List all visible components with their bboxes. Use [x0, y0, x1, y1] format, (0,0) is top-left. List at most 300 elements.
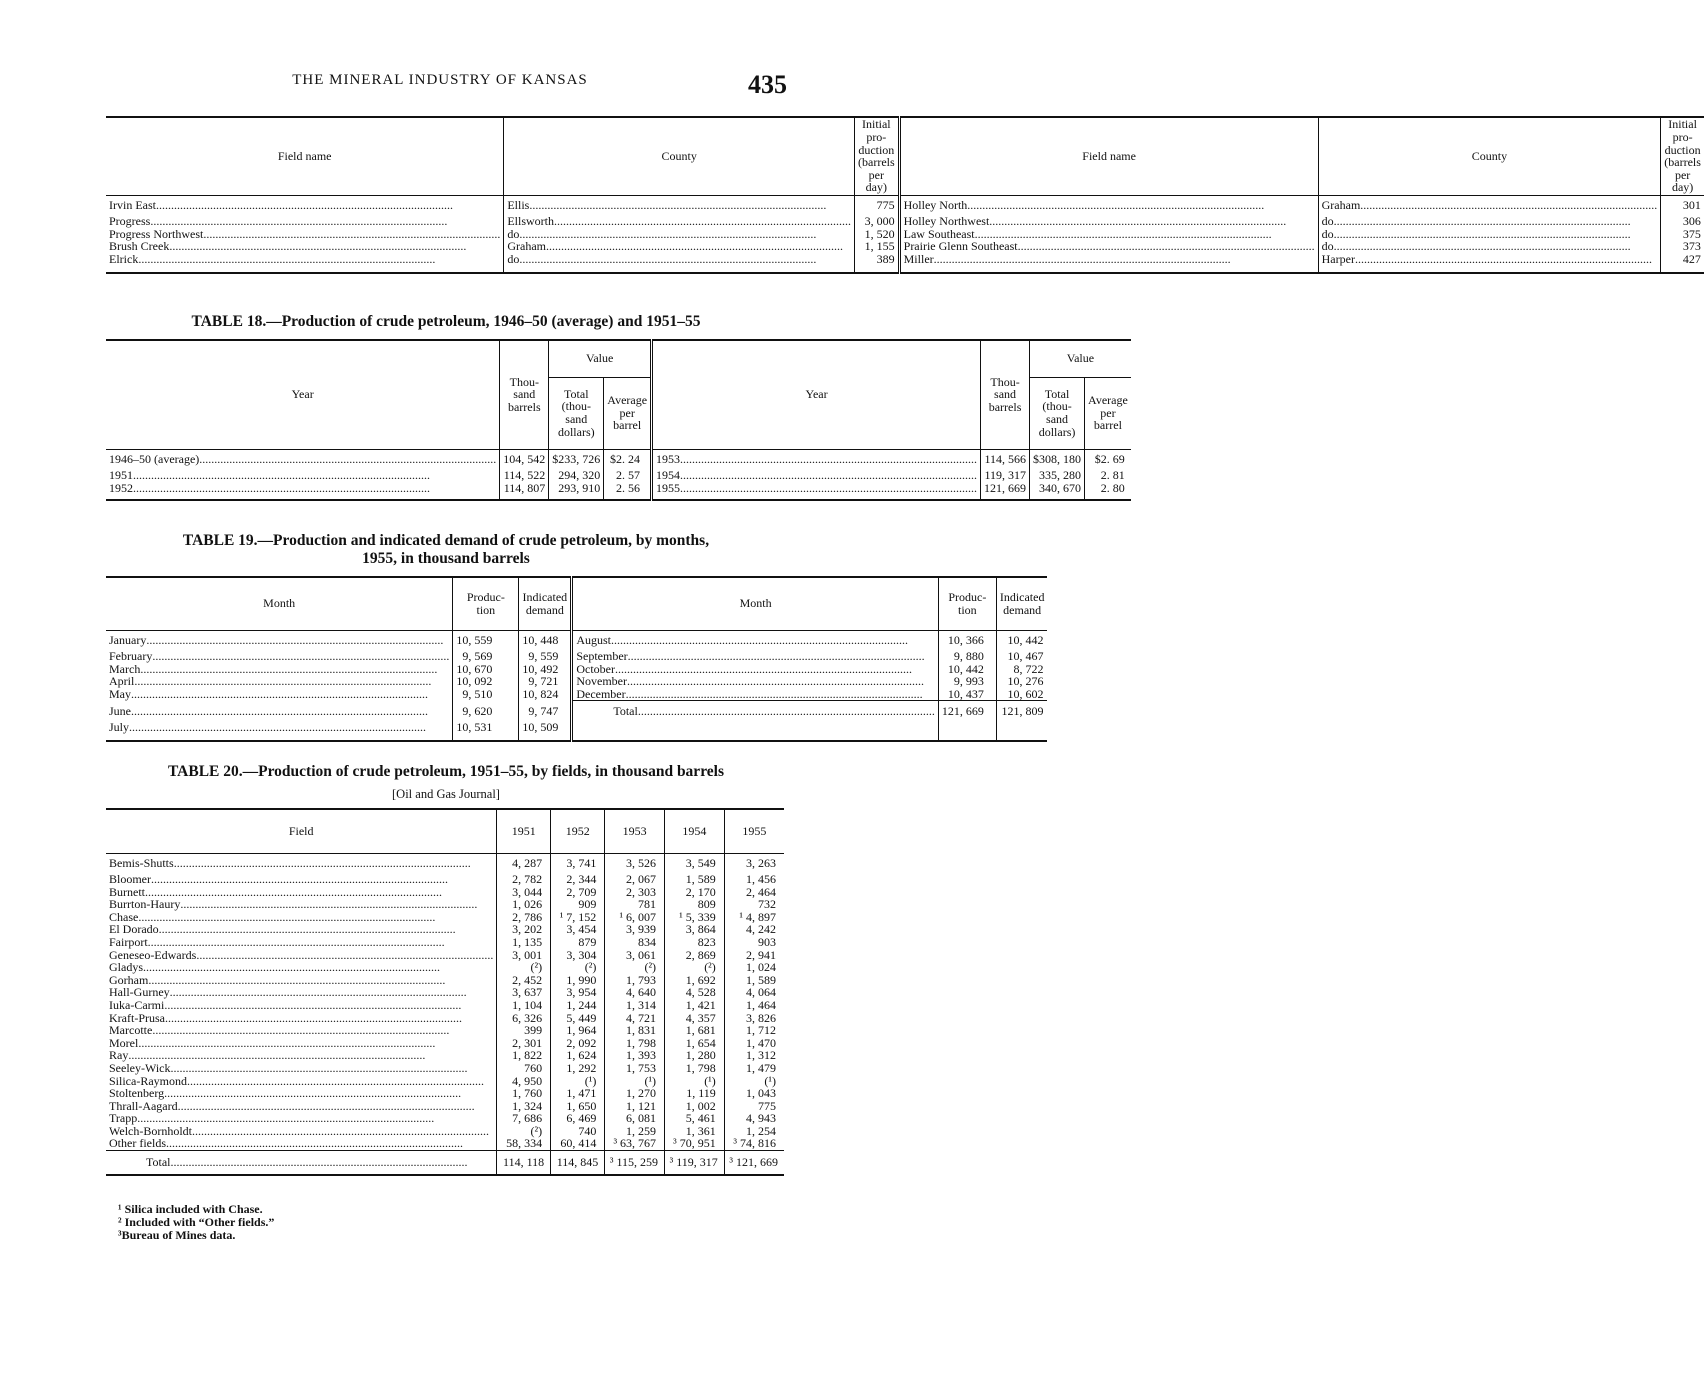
indicated-demand-2: 10, 442 [996, 630, 1047, 650]
initial-production: 3, 000 [855, 215, 900, 228]
value-1951: (²) [497, 961, 551, 974]
average-value-2: 2. 81 [1085, 469, 1131, 482]
empty-cell [572, 721, 939, 734]
table20-source: [Oil and Gas Journal] [392, 787, 500, 801]
field-name-2-text: Holley Northwest [903, 214, 990, 228]
field-name-2: Miller ................................................................................................... [899, 253, 1318, 266]
field-name: Stoltenberg ................................................................................................... [109, 1086, 462, 1101]
col-field-name: Field name [106, 117, 504, 195]
t20-col-year-1951: 1951 [497, 809, 551, 853]
field-name-2-text: Law Southeast [903, 226, 975, 241]
field-name-text: El Dorado [109, 922, 159, 937]
t19-col-demand-2: Indicated demand [996, 577, 1047, 630]
barrels-2: 121, 669 [981, 482, 1030, 495]
county-2: do ................................................................................................... [1318, 228, 1661, 241]
table-row [106, 701, 1047, 721]
table-row [106, 1087, 784, 1100]
year-2: 1953 ................................................................................................... [652, 449, 981, 469]
total-1954: ³ 119, 317 [665, 1151, 725, 1175]
value-1955: 1, 712 [724, 1024, 784, 1037]
spacer-cell [604, 494, 652, 500]
field-name-text: Bemis-Shutts [109, 855, 174, 870]
table-row [106, 1137, 784, 1150]
value-1953: 6, 081 [605, 1112, 665, 1125]
spacer-cell [938, 733, 996, 741]
field-name-text: Bloomer [109, 872, 151, 886]
value-1953: 2, 303 [605, 886, 665, 899]
value-1952: 3, 741 [551, 853, 605, 873]
field-name-2-text: Miller [903, 251, 934, 266]
initial-production: 389 [855, 253, 900, 266]
month-2-text: August [576, 632, 611, 647]
spacer-cell [504, 265, 855, 273]
barrels-2: 119, 317 [981, 469, 1030, 482]
year-text: 1952 [109, 480, 133, 495]
field-name-2: Holley Northwest ................................................................................................... [899, 215, 1318, 228]
field-name: Bemis-Shutts ................................................................................................... [109, 855, 471, 870]
spacer-cell [519, 733, 572, 741]
value-1953: ³ 63, 767 [605, 1137, 665, 1150]
value-1952: (¹) [551, 1075, 605, 1088]
value-1953: 1, 393 [605, 1049, 665, 1062]
field-name: Brush Creek ................................................................................................... [109, 239, 467, 254]
field-name-2-text: Holley North [903, 197, 968, 212]
county-2-text: Graham [1321, 197, 1361, 212]
value-1955: 1, 312 [724, 1049, 784, 1062]
footnotes [118, 1203, 274, 1242]
month-2: August ................................................................................................... [572, 630, 939, 650]
value-1955: 1, 470 [724, 1037, 784, 1050]
production: 9, 620 [453, 701, 519, 721]
total-value: 293, 910 [549, 482, 604, 495]
field-name-text: Fairport [109, 934, 148, 949]
value-1952: 1, 650 [551, 1100, 605, 1113]
value-1951: 4, 950 [497, 1075, 551, 1088]
spacer-cell [106, 265, 504, 273]
county-2-text: do [1321, 239, 1334, 254]
value-1953: 1, 314 [605, 999, 665, 1012]
value-1954: 1, 681 [665, 1024, 725, 1037]
table-row [106, 240, 1704, 253]
production: 9, 510 [453, 688, 519, 701]
value-1954: 1, 361 [665, 1125, 725, 1138]
county: Ellsworth ................................................................................................... [504, 215, 855, 228]
field-name: Trapp ................................................................................................... [109, 1111, 435, 1126]
value-1952: 879 [551, 936, 605, 949]
total-label: Total ................................................................................................... [572, 701, 939, 721]
spacer-cell [1661, 265, 1704, 273]
total-value: 294, 320 [549, 469, 604, 482]
table-row [106, 688, 1047, 701]
table20 [106, 808, 784, 1176]
initial-production: 775 [855, 195, 900, 215]
field-name: Other fields ................................................................................................... [109, 1136, 463, 1151]
value-1952: (²) [551, 961, 605, 974]
t18-col-total: Total (thou- sand dollars) [549, 377, 604, 449]
spacer-cell [572, 733, 939, 741]
indicated-demand: 10, 509 [519, 721, 572, 734]
value-1952: 1, 244 [551, 999, 605, 1012]
value-1955: 3, 826 [724, 1012, 784, 1025]
production: 10, 092 [453, 675, 519, 688]
value-1954: 1, 421 [665, 999, 725, 1012]
indicated-demand: 10, 448 [519, 630, 572, 650]
initial-production: 1, 520 [855, 228, 900, 241]
field-name-text: Kraft-Prusa [109, 1010, 165, 1025]
month-2: October ................................................................................................... [572, 663, 939, 676]
year-text: 1946–50 (average) [109, 451, 200, 466]
field-name: Marcotte ................................................................................................... [109, 1023, 450, 1038]
average-value-2: $2. 69 [1085, 449, 1131, 469]
field-name: Gorham ................................................................................................... [109, 972, 446, 987]
col-initial-production: Initial pro- duction (barrels per day) [855, 117, 900, 195]
value-1952: 740 [551, 1125, 605, 1138]
value-1953: (¹) [605, 1075, 665, 1088]
spacer-cell [106, 733, 453, 741]
initial-production-2: 373 [1661, 240, 1704, 253]
table-row [106, 449, 1131, 469]
field-name: Chase ................................................................................................... [109, 909, 436, 924]
value-1953: 1, 121 [605, 1100, 665, 1113]
field-name-text: Hall-Gurney [109, 985, 170, 1000]
value-1953: 1, 753 [605, 1062, 665, 1075]
value-1953: 781 [605, 898, 665, 911]
value-1954: 1, 002 [665, 1100, 725, 1113]
field-name-text: Geneseo-Edwards [109, 947, 197, 962]
value-1953: 4, 640 [605, 986, 665, 999]
value-1951: 4, 287 [497, 853, 551, 873]
t20-col-year-1954: 1954 [665, 809, 725, 853]
value-1951: 2, 786 [497, 911, 551, 924]
production: 9, 569 [453, 650, 519, 663]
field-name-text: Welch-Bornholdt [109, 1123, 193, 1138]
spacer-row [106, 494, 1131, 500]
barrels: 114, 807 [500, 482, 549, 495]
value-1954: 3, 549 [665, 853, 725, 873]
value-1952: 6, 469 [551, 1112, 605, 1125]
month: May ................................................................................................... [109, 687, 428, 702]
field-name: Progress ................................................................................................... [109, 214, 448, 228]
table-row [106, 721, 1047, 734]
field-name-text: Chase [109, 909, 139, 924]
field-name: Burnett ................................................................................................... [109, 884, 442, 899]
value-1954: 1, 119 [665, 1087, 725, 1100]
spacer-row [106, 733, 1047, 741]
field-name-text: Silica-Raymond [109, 1073, 187, 1088]
field-name: Progress Northwest ................................................................................................... [109, 226, 501, 241]
value-1955: 1, 254 [724, 1125, 784, 1138]
t19-col-month-2: Month [572, 577, 939, 630]
indicated-demand: 9, 559 [519, 650, 572, 663]
spacer-cell [855, 265, 900, 273]
empty-cell [996, 721, 1047, 734]
indicated-demand-2: 10, 467 [996, 650, 1047, 663]
value-1954: ¹ 5, 339 [665, 911, 725, 924]
table19-title-line2: 1955, in thousand barrels [362, 550, 530, 567]
t19-col-month: Month [106, 577, 453, 630]
value-1954: 2, 170 [665, 886, 725, 899]
value-1955: 3, 263 [724, 853, 784, 873]
footnote-3: ³Bureau of Mines data. [118, 1228, 236, 1242]
month: April ................................................................................................... [109, 674, 432, 689]
value-1953: 1, 793 [605, 974, 665, 987]
average-value: 2. 57 [604, 469, 652, 482]
month-2-text: November [576, 674, 627, 689]
month-text: June [109, 703, 131, 718]
indicated-demand: 10, 824 [519, 688, 572, 701]
value-1953: (²) [605, 961, 665, 974]
t18-col-year: Year [106, 340, 500, 449]
production-2: 10, 442 [938, 663, 996, 676]
value-1953: 1, 831 [605, 1024, 665, 1037]
field-name-text: Other fields [109, 1136, 166, 1151]
county-2-text: do [1321, 226, 1334, 241]
t18-col-average-2: Average per barrel [1085, 377, 1131, 449]
average-value-2: 2. 80 [1085, 482, 1131, 495]
field-name: Irvin East ................................................................................................... [109, 197, 453, 212]
table-row [106, 215, 1704, 228]
month-2-text: December [576, 686, 626, 701]
year: 1951 ................................................................................................... [109, 468, 430, 482]
barrels: 104, 542 [500, 449, 549, 469]
table-row [106, 999, 784, 1012]
page-number: 435 [748, 70, 787, 99]
total-demand: 121, 809 [996, 701, 1047, 721]
value-1952: ¹ 7, 152 [551, 911, 605, 924]
total-label-text: Total [146, 1155, 171, 1170]
field-name-text: Progress [109, 214, 151, 228]
value-1952: 1, 292 [551, 1062, 605, 1075]
field-name-text: Stoltenberg [109, 1086, 165, 1101]
t18-col-barrels-2: Thou- sand barrels [981, 340, 1030, 449]
production-2: 9, 880 [938, 650, 996, 663]
table-row [106, 650, 1047, 663]
value-1951: 3, 044 [497, 886, 551, 899]
month: June ................................................................................................... [109, 703, 428, 718]
field-name-2: Holley North ................................................................................................... [899, 195, 1318, 215]
field-name-2-text: Prairie Glenn Southeast [903, 239, 1018, 254]
county: Graham ................................................................................................... [504, 240, 855, 253]
field-name: Gladys ................................................................................................... [109, 960, 440, 975]
value-1954: 2, 869 [665, 949, 725, 962]
table-row [106, 195, 1704, 215]
total-1955: ³ 121, 669 [724, 1151, 784, 1175]
value-1955: 1, 024 [724, 961, 784, 974]
month-text: April [109, 674, 135, 689]
year: 1946–50 (average) ................................................................................................... [109, 451, 497, 466]
field-name: Kraft-Prusa ................................................................................................... [109, 1010, 462, 1025]
total-value-2: 335, 280 [1030, 469, 1085, 482]
value-1955: 1, 456 [724, 873, 784, 886]
production: 10, 670 [453, 663, 519, 676]
field-name: Welch-Bornholdt ................................................................................................... [109, 1123, 490, 1138]
field-name-text: Gorham [109, 972, 149, 987]
year: 1952 ................................................................................................... [109, 480, 430, 495]
t18-col-year-2: Year [652, 340, 981, 449]
field-name: Geneseo-Edwards ................................................................................................... [109, 947, 494, 962]
month-2-text: October [576, 661, 615, 676]
production: 10, 531 [453, 721, 519, 734]
t20-col-year-1952: 1952 [551, 809, 605, 853]
value-1952: 1, 990 [551, 974, 605, 987]
value-1951: 1, 135 [497, 936, 551, 949]
value-1954: 4, 357 [665, 1012, 725, 1025]
value-1952: 5, 449 [551, 1012, 605, 1025]
table-row [106, 253, 1704, 266]
value-1953: 1, 798 [605, 1037, 665, 1050]
table-row [106, 873, 784, 886]
value-1955: 2, 464 [724, 886, 784, 899]
value-1951: 2, 301 [497, 1037, 551, 1050]
value-1955: 4, 943 [724, 1112, 784, 1125]
value-1952: 3, 454 [551, 923, 605, 936]
field-name: El Dorado ................................................................................................... [109, 922, 456, 937]
table19 [106, 576, 1047, 742]
production-2: 10, 437 [938, 688, 996, 701]
table-row [106, 1112, 784, 1125]
value-1954: 3, 864 [665, 923, 725, 936]
value-1955: 732 [724, 898, 784, 911]
initial-production-2: 375 [1661, 228, 1704, 241]
field-name-text: Morel [109, 1035, 139, 1050]
indicated-demand-2: 8, 722 [996, 663, 1047, 676]
total-1951: 114, 118 [497, 1151, 551, 1175]
total-1952: 114, 845 [551, 1151, 605, 1175]
field-name: Hall-Gurney ................................................................................................... [109, 985, 467, 1000]
value-1951: 7, 686 [497, 1112, 551, 1125]
total-production: 121, 669 [938, 701, 996, 721]
value-1955: 2, 941 [724, 949, 784, 962]
field-name: Ray ................................................................................................... [109, 1048, 426, 1063]
field-name: Morel ................................................................................................... [109, 1035, 436, 1050]
value-1951: 1, 822 [497, 1049, 551, 1062]
county-text: do [507, 226, 520, 241]
county-2: do ................................................................................................... [1318, 240, 1661, 253]
table-row [106, 1062, 784, 1075]
value-1955: 4, 242 [724, 923, 784, 936]
month-2: November ................................................................................................... [572, 675, 939, 688]
county-2-text: do [1321, 214, 1334, 228]
value-1952: 1, 624 [551, 1049, 605, 1062]
county-text: do [507, 251, 520, 266]
production: 10, 559 [453, 630, 519, 650]
value-1955: (¹) [724, 1075, 784, 1088]
value-1955: ³ 74, 816 [724, 1137, 784, 1150]
field-name: Iuka-Carmi ................................................................................................... [109, 997, 462, 1012]
value-1955: 1, 479 [724, 1062, 784, 1075]
value-1955: 1, 464 [724, 999, 784, 1012]
value-1952: 3, 954 [551, 986, 605, 999]
value-1955: 4, 064 [724, 986, 784, 999]
field-name-text: Ray [109, 1048, 129, 1063]
footnote-1: ¹ Silica included with Chase. [118, 1202, 263, 1216]
year-text: 1951 [109, 468, 133, 482]
value-1953: 3, 939 [605, 923, 665, 936]
county: Ellis ................................................................................................... [504, 195, 855, 215]
value-1953: 3, 061 [605, 949, 665, 962]
t19-col-production-2: Produc- tion [938, 577, 996, 630]
footnote-2: ² Included with “Other fields.” [118, 1215, 275, 1229]
indicated-demand: 9, 721 [519, 675, 572, 688]
table20-title: TABLE 20.—Production of crude petroleum, 1951–55, by fields, in thousand barrels [167, 763, 725, 780]
indicated-demand-2: 10, 276 [996, 675, 1047, 688]
field-name: Thrall-Aagard ................................................................................................... [109, 1098, 475, 1113]
field-name: Bloomer ................................................................................................... [109, 872, 448, 886]
value-1954: 1, 654 [665, 1037, 725, 1050]
initial-production-2: 301 [1661, 195, 1704, 215]
value-1955: 1, 589 [724, 974, 784, 987]
field-name-2: Law Southeast ................................................................................................... [899, 228, 1318, 241]
value-1953: 1, 259 [605, 1125, 665, 1138]
t18-col-value-2: Value [1030, 340, 1131, 377]
month: February ................................................................................................... [109, 649, 450, 663]
value-1952: 2, 092 [551, 1037, 605, 1050]
value-1954: 823 [665, 936, 725, 949]
indicated-demand: 10, 492 [519, 663, 572, 676]
field-name-text: Burrton-Haury [109, 897, 181, 912]
year-2-text: 1953 [656, 451, 681, 466]
year-2: 1955 ................................................................................................... [652, 482, 981, 495]
county-text: Ellis [507, 197, 530, 212]
table19-title-line1: TABLE 19.—Production and indicated demand of crude petroleum, by months, [182, 532, 710, 549]
production-2: 9, 993 [938, 675, 996, 688]
col-field-name-2: Field name [899, 117, 1318, 195]
value-1954: 5, 461 [665, 1112, 725, 1125]
value-1954: 1, 798 [665, 1062, 725, 1075]
value-1951: 2, 782 [497, 873, 551, 886]
total-value: $233, 726 [549, 449, 604, 469]
total-value-2: 340, 670 [1030, 482, 1085, 495]
field-name-text: Gladys [109, 960, 143, 975]
county-2: do ................................................................................................... [1318, 215, 1661, 228]
t20-col-year-1955: 1955 [724, 809, 784, 853]
value-1952: 1, 471 [551, 1087, 605, 1100]
indicated-demand: 9, 747 [519, 701, 572, 721]
county: do ................................................................................................... [504, 228, 855, 241]
year-2-text: 1954 [656, 468, 681, 482]
month: March ................................................................................................... [109, 661, 438, 676]
month-2: September ................................................................................................... [572, 650, 939, 663]
value-1951: 1, 760 [497, 1087, 551, 1100]
field-name-text: Marcotte [109, 1023, 153, 1038]
value-1954: 1, 589 [665, 873, 725, 886]
table-row [106, 936, 784, 949]
value-1954: 4, 528 [665, 986, 725, 999]
field-name: Elrick ................................................................................................... [109, 251, 436, 266]
county-2: Harper ................................................................................................... [1318, 253, 1661, 266]
empty-cell [938, 721, 996, 734]
spacer-cell [981, 494, 1030, 500]
table-row [106, 961, 784, 974]
spacer-cell [549, 494, 604, 500]
value-1952: 1, 964 [551, 1024, 605, 1037]
new-fields-table [106, 116, 1704, 274]
value-1954: (¹) [665, 1075, 725, 1088]
year-2-text: 1955 [656, 480, 681, 495]
value-1952: 909 [551, 898, 605, 911]
value-1951: 3, 001 [497, 949, 551, 962]
table-row [106, 853, 784, 873]
initial-production: 1, 155 [855, 240, 900, 253]
county-2-text: Harper [1321, 251, 1355, 266]
value-1954: 1, 692 [665, 974, 725, 987]
value-1951: 1, 104 [497, 999, 551, 1012]
col-county: County [504, 117, 855, 195]
value-1954: ³ 70, 951 [665, 1137, 725, 1150]
value-1953: 2, 067 [605, 873, 665, 886]
value-1955: 775 [724, 1100, 784, 1113]
month-text: January [109, 632, 147, 647]
